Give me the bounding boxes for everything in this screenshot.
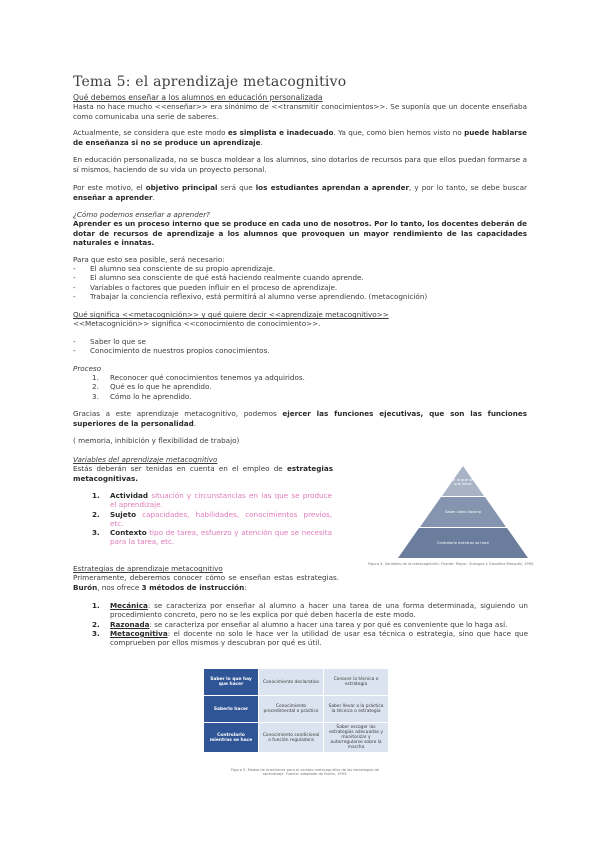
section-heading-2: ¿Cómo podemos enseñar a aprender? [73,210,210,219]
table-cell: Saber lo que hay que hacer [204,669,259,696]
table-row [204,669,389,696]
paragraph-9: ( memoria, inhibición y flexibilidad de trabajo) [73,436,240,445]
list-item: - Conocimiento de nuestros propios conocimientos. [90,346,520,355]
requirements-list [90,264,530,301]
list-item: - El alumno sea consciente de qué está haciendo realmente cuando aprende. [90,273,530,282]
list-item: 2. Qué es lo que he aprendido. [92,382,212,392]
section-heading-5: Estrategias de aprendizaje metacognitivo [73,564,223,573]
table-row [204,696,389,723]
list-item: 2. Razonada: se caracteriza por enseñar al alumno a hacer una tarea y por qué es conveniente que lo haga así. [92,619,508,629]
list-item: 1. Reconocer qué conocimientos tenemos ya adquiridos. [92,373,305,382]
table-cell: Controlarlo mientras se hace [204,723,259,753]
section-heading-4: Variables del aprendizaje metacognitivo [73,455,218,464]
list-item: 1. Mecánica: se caracteriza por enseñar al alumno a hacer una tarea de una forma determinada, siguiendo un procedimiento concreto, pero no se les explica por qué deben hacerla de este modo. [92,601,528,620]
paragraph-7: <<Metacognición>> significa <<conocimiento de conocimiento>>. [73,319,321,328]
methods-list [92,601,528,648]
table-cell: Saberlo hacer [204,696,259,723]
pyramid-label-base: Controlarlo mientras se hace [437,541,489,545]
list-item: - El alumno sea consciente de su propio aprendizaje. [90,264,530,273]
table-cell: Conocer la técnica o estrategia [324,669,389,696]
instruction-modes-table [203,668,389,753]
table-cell: Saber llevar a la práctica la técnica o estrategia [324,696,389,723]
paragraph-6: Para que esto sea posible, será necesario: [73,255,225,264]
section-heading-3: Qué significa <<metacognición>> y qué quiere decir <<aprendizaje metacognitivo>> [73,310,389,319]
pyramid-label-middle: Saber cómo hacerlo [445,510,481,514]
proceso-list [92,373,510,401]
list-item: 3. Cómo lo he aprendido. [92,391,192,401]
table-cell: Saber escoger las estrategias adecuadas y monitorizar y autorregularse sobre la marcha [324,723,389,753]
table-cell: Conocimiento procedimental o práctico [259,696,324,723]
list-item: - Saber lo que se [90,337,520,346]
pyramid-label-top: Saber lo que se hay que hacer [445,478,481,486]
list-item: 1. Actividad situación y circunstancias en las que se produce el aprendizaje. [92,491,332,510]
list-item: - Trabajar la conciencia reflexivo, está permitirá al alumno verse aprendiendo. (metacognición) [90,292,530,301]
paragraph-5: Aprender es un proceso interno que se produce en cada uno de nosotros. Por lo tanto, los docentes deberán de dotar de recursos de aprendizaje a los alumnos que provoquen un mayor rendimiento de las capacidades naturales e innatas. [73,219,527,248]
section-heading-1: Qué debemos enseñar a los alumnos en educación personalizada [73,93,323,102]
proceso-heading: Proceso [73,364,102,373]
paragraph-8: Gracias a este aprendizaje metacognitivo, podemos ejercer las funciones ejecutivas, que son las funciones superiores de la personalidad. [73,409,527,428]
list-item: 3. Metacognitiva: el docente no solo le hace ver la utilidad de usar esa técnica o estrategia, sino que hace que comprueben por ellos mismos y descubran por qué es útil. [92,628,528,648]
paragraph-10: Estás deberán ser tenidas en cuenta en el empleo de estrategias metacognitivas. [73,464,333,483]
list-item: - Variables o factores que pueden influir en el proceso de aprendizaje. [90,283,530,292]
list-item: 3. Contexto tipo de tarea, esfuerzo y atención que se necesita para la tarea, etc. [92,528,332,547]
table-cell: Conocimiento declarativo [259,669,324,696]
paragraph-1: Hasta no hace mucho <<enseñar>> era sinónimo de <<transmitir conocimientos>>. Se suponía que un docente enseñaba como comunicaba una serie de saberes. [73,102,527,121]
table-cell: Conocimiento condicional o función reguladora [259,723,324,753]
list-item: 2. Sujeto capacidades, habilidades, conocimientos previos, etc. [92,509,332,528]
variables-list [92,491,332,547]
variables-pyramid-figure [398,466,528,558]
paragraph-11: Primeramente, deberemos conocer cómo se enseñan estas estrategias. Burón, nos ofrece 3 métodos de instrucción: [73,573,339,592]
paragraph-2: Actualmente, se considera que este modo es simplista e inadecuado. Ya que, como bien hemos visto no puede hablarse de enseñanza si no se produce un aprendizaje. [73,128,527,147]
figure-5-caption: Figura 5. Modos de enseñanza para el cambio metacognitivo de las estrategias de aprendizaje. Fuente: adaptado de Burón, 1993. [230,768,380,776]
figure-4-caption: Figura 4. Variables de la metacognición. Fuente: Mayor, Suengas y González Marqués, 1995. [368,562,535,566]
page-title: Tema 5: el aprendizaje metacognitivo [73,74,347,90]
metacognition-list [90,337,520,356]
paragraph-3: En educación personalizada, no se busca moldear a los alumnos, sino dotarlos de recursos para que ellos puedan formarse a sí mismos, haciendo de su vida un proyecto personal. [73,155,527,174]
table-row [204,723,389,753]
paragraph-4: Por este motivo, el objetivo principal será que los estudiantes aprendan a aprender, y por lo tanto, se debe buscar enseñar a aprender. [73,183,527,202]
